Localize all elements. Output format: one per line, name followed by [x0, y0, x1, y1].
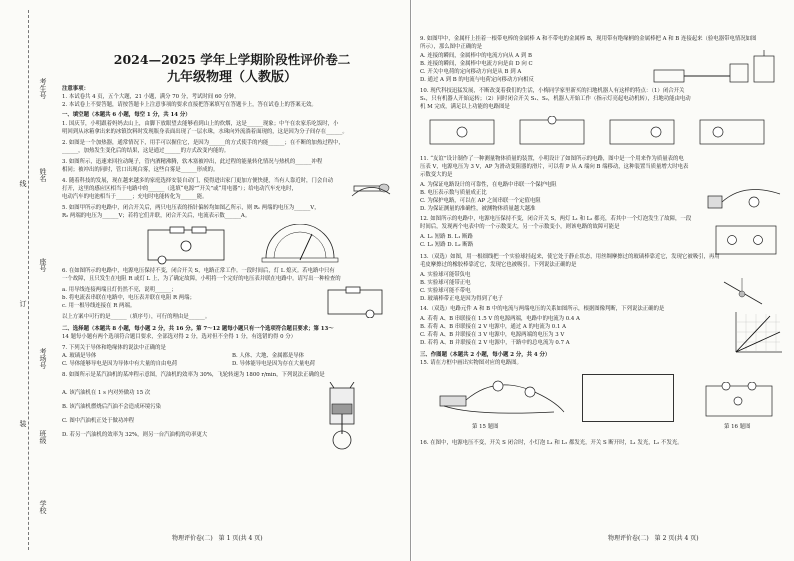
q9-option-a: A. 连接的瞬间，金属棒中的电流方向从 A 到 B	[420, 53, 532, 59]
q11-line2: 压表 V，电源电压为 3 V，AP 为滑动变阻器的滑片，可以将 P 从 A 端向 B 端移动，这种装置当质量增大时电表	[420, 164, 689, 170]
q15-figure	[434, 372, 570, 418]
q11-option-a: A. 为保证电路设计的可靠性，在电路中串联一个保护电阻	[420, 182, 557, 188]
binding-margin	[0, 0, 58, 561]
q11-line1: 11. “友谊”设计制作了一种测量物体质量的装置，小明设计了如图所示的电路，图中是一个用来作为质量表的电	[420, 156, 684, 162]
q11-option-b: B. 电压表示数与质量成正比	[420, 190, 487, 196]
section-choice-rule: 14 题每小题有两个选项符合题目要求，全部选对得 2 分，选对但不全得 1 分，有选错的得 0 分）	[62, 334, 296, 340]
section-fill-heading: 一、填空题（本题共 6 小题，每空 1 分，共 14 分）	[62, 112, 191, 118]
q14-option-c: C. 若将 A、B 并联接在 3 V 电源中，电源两端的电压为 3 V	[420, 332, 565, 338]
q2-line2: ______，加热发生变化后的结果，这是通过______的方式改变内能的。	[62, 148, 230, 154]
q16-stem: 16. 在图中，电源电压不变，开关 S 闭合时，小灯泡 L₁ 和 L₂ 都发光，开关 S 断开时，L₁ 发光，L₂ 不发光。	[420, 440, 683, 446]
q6-option-a: a. 用导线连接两端且灯仍然不亮，说明______；	[62, 287, 177, 293]
q10-option-c-circuit	[606, 116, 680, 150]
left-footer: 物理评价卷(二) 第 1 页(共 4 页)	[172, 535, 263, 542]
binding-line	[28, 10, 29, 550]
q9-option-c: C. 开关中电荷的定向移动方向是从 B 到 A	[420, 69, 522, 75]
q8-option-d: D. 若另一汽油机的效率为 32%，则另一台汽油机的功率更大	[62, 432, 208, 438]
q8-option-c: C. 图中汽油机正处于做功冲程	[62, 418, 135, 424]
q16-figure-caption: 第 16 题图	[724, 424, 751, 430]
right-footer: 物理评价卷(二) 第 2 页(共 4 页)	[608, 535, 699, 542]
q8-option-a: A. 该汽油机在 1 s 内对外做功 15 次	[62, 390, 151, 396]
q7-option-c: C. 导体能够导电是因为导体中有大量的自由电荷	[62, 361, 178, 367]
binding-mark-seal: 装	[19, 420, 27, 427]
q11-line3: 示数变大的是	[420, 172, 453, 178]
notice-2: 2. 本试卷上不要答题，请按答题卡上注意事项的要求直接把答案填写在答题卡上，答在试卷上的答案无效。	[62, 102, 317, 108]
q13-line1: 13.（双选）如图，用一根细线把一个实验球挂起来，使它处于静止状态，用丝绸摩擦过的玻璃棒靠近它，发现它被吸引，再用	[420, 254, 720, 260]
binding-field-school: 学校	[39, 500, 47, 514]
q4-line3: 电动汽车的电池相当于______；充电时电能转化为______能。	[62, 194, 208, 200]
q13-option-c: C. 实验球可能不带电	[420, 288, 471, 294]
q10-line2: S₁，只有机器人开始运转；（2）同时闭合开关 S₁、S₂，机器人开始工作（指示灯亮起电动机转），扫地功能由电动	[420, 96, 691, 102]
q7-option-d: D. 导体能导电是因为存在大量电荷	[232, 361, 316, 367]
q14-option-d: D. 若将 A、B 并联接在 2 V 电源中，干路中的总电流为 0.7 A	[420, 340, 570, 346]
q12-options-ab: A. L₁ 短路 B. L₁ 断路	[420, 234, 473, 240]
binding-field-seat: 座号	[39, 258, 47, 272]
binding-field-class: 班级	[39, 430, 47, 444]
q13-figure	[718, 278, 768, 308]
q4-line2: 打开，这里的感应区相当于电路中的______（选填“电源”“开关”或“用电器”）；给电动汽车充电时，	[62, 186, 297, 192]
q14-line1: 14.（双选）电路元件 A 和 B 中的电流与两端电压的关系如图所示，根据图像判断，下列说法正确的是	[420, 306, 665, 312]
q5-meter-figure	[260, 224, 340, 264]
q12-options-cd: C. L₂ 短路 D. L₂ 断路	[420, 242, 474, 248]
q13-line2: 毛皮摩擦过的橡胶棒靠近它，发现它也被吸引。下列说法正确的是	[420, 262, 577, 268]
q14-option-b: B. 若将 A、B 串联接在 2 V 电源中，通过 A 的电流为 0.1 A	[420, 324, 566, 330]
q8-option-b: B. 该汽油机燃烧后汽油不会造成环境污染	[62, 404, 162, 410]
q3-line1: 3. 如图所示，迅速来回拉动绳子，管内酒精沸腾，软木塞被冲出，此过程的能量转化情况与热机的______冲程	[62, 159, 323, 165]
exam-title: 2024—2025 学年上学期阶段性评价卷二	[113, 52, 351, 67]
q5-line2: R₂ 两端的电压为______V；若将它们并联，闭合开关后，电流表示数______A。	[62, 213, 251, 219]
q10-line1: 10. 现代科技迅猛发展，不断改变着我们的生活，小梅同学家里新买的扫地机器人有这样的特点：（1）闭合开关	[420, 88, 685, 94]
notice-heading: 注意事项：	[62, 86, 89, 92]
q2-line1: 2. 如图是一个加热器，通常情况下，用手可以握住它，是因为______的方式使手的内能______；在不断的加热过程中，	[62, 140, 344, 146]
q11-option-d: D. 为保证测量的准确性，被测物体质量越大越准	[420, 206, 536, 212]
q10-option-d-circuit	[696, 116, 770, 150]
exam-subtitle: 九年级物理（人教版）	[166, 70, 297, 85]
q15-answer-box	[582, 374, 674, 422]
binding-mark-bind: 订	[19, 300, 27, 307]
q10-option-a-circuit	[426, 116, 500, 150]
q10-option-b-circuit	[516, 116, 590, 150]
q8-engine-figure	[320, 382, 364, 454]
binding-field-exam-id: 考生号	[39, 78, 47, 99]
q1-line2: 明回到从冰箱拿出来的冰镇饮料时发现瓶身表面出现了一层水珠，水珠向外流淌着面现的，这是因为分子间存在______。	[62, 129, 348, 135]
q10-line3: 机 M 完成，满足以上功能的电路图是	[420, 104, 510, 110]
q13-option-d: D. 玻璃棒带正电是因为得到了电子	[420, 296, 504, 302]
section-drawing-heading: 三、作图题（本题共 2 小题，每小题 2 分，共 4 分）	[420, 352, 551, 358]
q6-option-c: c. 用一根导线连接在 R 两端。	[62, 303, 136, 309]
q12-line1: 12. 如图所示的电路中，电源电压保持不变，闭合开关 S，两灯 L₁ 和 L₂ 都亮，若其中一个灯泡发生了故障，一段	[420, 216, 692, 222]
q6-answer-line: 以上方案中可行的是______（填序号），可行的理由是______。	[62, 314, 211, 320]
binding-mark-line: 线	[19, 180, 27, 187]
q14-option-a: A. 若将 A、B 串联接在 1.5 V 的电源两端，电路中的电流为 0.4 A	[420, 316, 580, 322]
q11-figure	[704, 178, 784, 212]
q9-option-b: B. 连接的瞬间，金属棒中电流方向是由 D 向 C	[420, 61, 533, 67]
q13-option-b: B. 实验球可能带正电	[420, 280, 471, 286]
q7-option-b: B. 人体、大地、金属都是导体	[232, 353, 305, 359]
q12-circuit-figure	[712, 222, 782, 258]
notice-1: 1. 本试卷共 4 页，五个大题，21 小题，满分 70 分，考试时间 60 分钟。	[62, 94, 240, 100]
q8-stem: 8. 如图所示是某汽油机的某冲程示意图，汽油机的效率为 30%，飞轮转速为 1800 r/min，下列说法正确的是	[62, 372, 325, 378]
q14-graph-figure	[730, 310, 784, 356]
q13-option-a: A. 实验球可能带负电	[420, 272, 471, 278]
q9-option-d: D. 通过 A 到 B 的电流与电荷定向移动方向相反	[420, 77, 534, 83]
q12-line2: 时间后，发现两个电表中的一个示数变大，另一个示数变小，则该电路的故障可能是	[420, 224, 620, 230]
q5-line1: 5. 如图甲所示的电路中，闭合开关后，两只电压表的指针偏转均如图乙所示，则 R₁ 两端的电压为______V，	[62, 205, 320, 211]
q9-line2: 所示），那么图中正确的是	[420, 44, 482, 50]
q16-circuit-figure	[702, 382, 776, 422]
q6-option-b: b. 将电流表串联在电路中，电压表并联在电阻 R 两端；	[62, 295, 195, 301]
q4-line1: 4. 随着科技的发展，现在越来越多的家庭选择安装自动门，使得进出家门更加方便快捷，当有人靠近时，门会自动	[62, 178, 333, 184]
q6-line1: 6. 在如图所示的电路中，电源电压保持不变，闭合开关 S，电路正常工作。一段时间后，灯 L 熄灭。若电路中只有	[62, 268, 335, 274]
q15-stem: 15. 请在方框中画出实物图对应的电路图。	[420, 360, 522, 366]
q7-stem: 7. 下列关于导体和绝缘体的说法中正确的是	[62, 345, 166, 351]
right-page	[412, 0, 794, 561]
q3-line2: 相同；被冲出的同时，管口出现白雾，这些白雾是______形成的。	[62, 167, 219, 173]
binding-field-name: 姓名	[39, 168, 47, 182]
q9-line1: 9. 如图甲中，金属杆上挂着一根带电棒的金属棒 A 和不带电的金属棒 B，现用带有绝缘柄的金属棒把 A 和 B 连接起来（验电器带电情况如图	[420, 36, 757, 42]
q15-figure-caption: 第 15 题图	[472, 424, 499, 430]
q6-line2: 一个故障，且只发生在电阻 R 或灯 L 上，为了确定故障，小明将一个完好的电压表并联在电路中。请写出一种检查的	[62, 276, 341, 282]
q6-circuit-figure	[324, 286, 386, 318]
q1-line1: 1. 国庆节，小明跟着妈妈去山上，由脚下放眼望去能够看到山上的炊烟，这是______现象；中午在农家乐吃饭时，小	[62, 121, 339, 127]
q11-option-c: C. 为保护电路，可以在 AP 之间串联一个定值电阻	[420, 198, 541, 204]
q3-figure	[350, 176, 394, 198]
q7-option-a: A. 玻璃是导体	[62, 353, 97, 359]
section-choice-heading: 二、选择题（本题共 8 小题，每小题 2 分，共 16 分。第 7～12 题每小题只有一个选项符合题目要求；第 13～	[62, 326, 334, 332]
binding-field-room: 考场号	[39, 348, 47, 369]
q5-circuit-figure	[142, 224, 230, 266]
q9-figure	[650, 50, 780, 86]
